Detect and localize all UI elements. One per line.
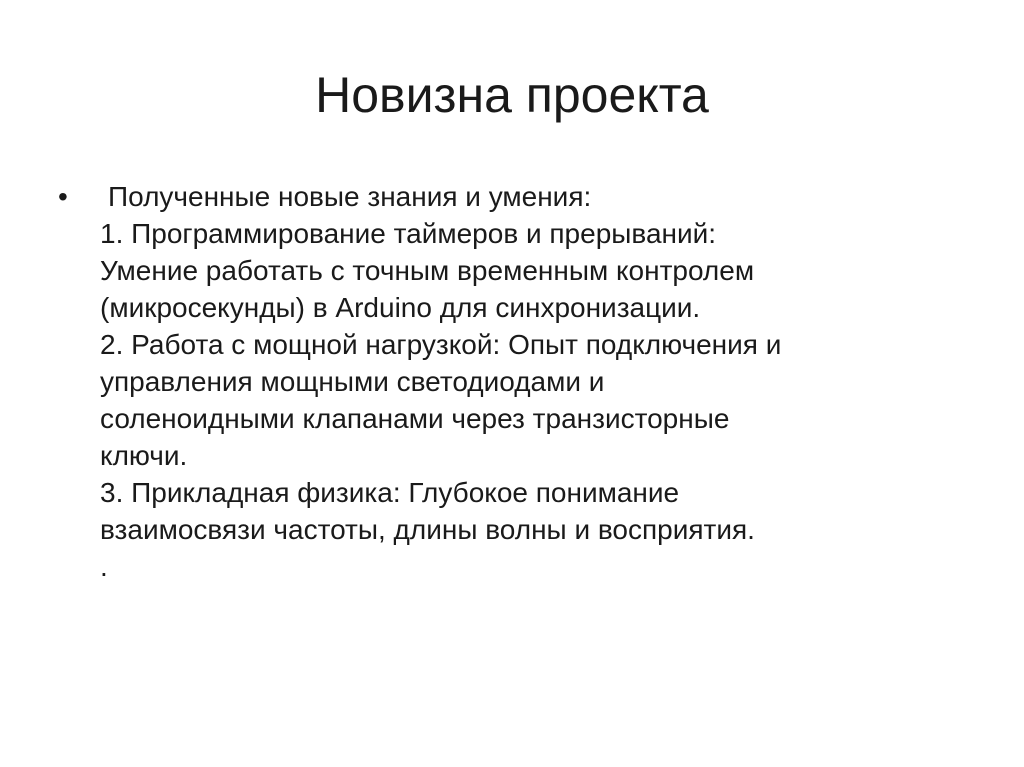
bullet-line-intro: Полученные новые знания и умения: <box>108 181 592 212</box>
bullet-item <box>58 178 978 585</box>
bullet-line: управления мощными светодиодами и <box>100 366 605 397</box>
bullet-line: (микросекунды) в Arduino для синхронизации. <box>100 292 701 323</box>
bullet-line: 3. Прикладная физика: Глубокое понимание <box>100 477 680 508</box>
bullet-text <box>100 178 781 585</box>
slide-content <box>58 178 978 585</box>
bullet-line: взаимосвязи частоты, длины волны и восприятия. <box>100 514 755 545</box>
bullet-line: ключи. <box>100 440 188 471</box>
bullet-line: соленоидными клапанами через транзисторные <box>100 403 730 434</box>
bullet-line: 1. Программирование таймеров и прерываний: <box>100 218 717 249</box>
bullet-marker: • <box>58 181 68 212</box>
bullet-line: . <box>100 551 108 582</box>
bullet-line: 2. Работа с мощной нагрузкой: Опыт подключения и <box>100 329 782 360</box>
bullet-line: Умение работать с точным временным контролем <box>100 255 755 286</box>
slide-title: Новизна проекта <box>315 67 709 123</box>
